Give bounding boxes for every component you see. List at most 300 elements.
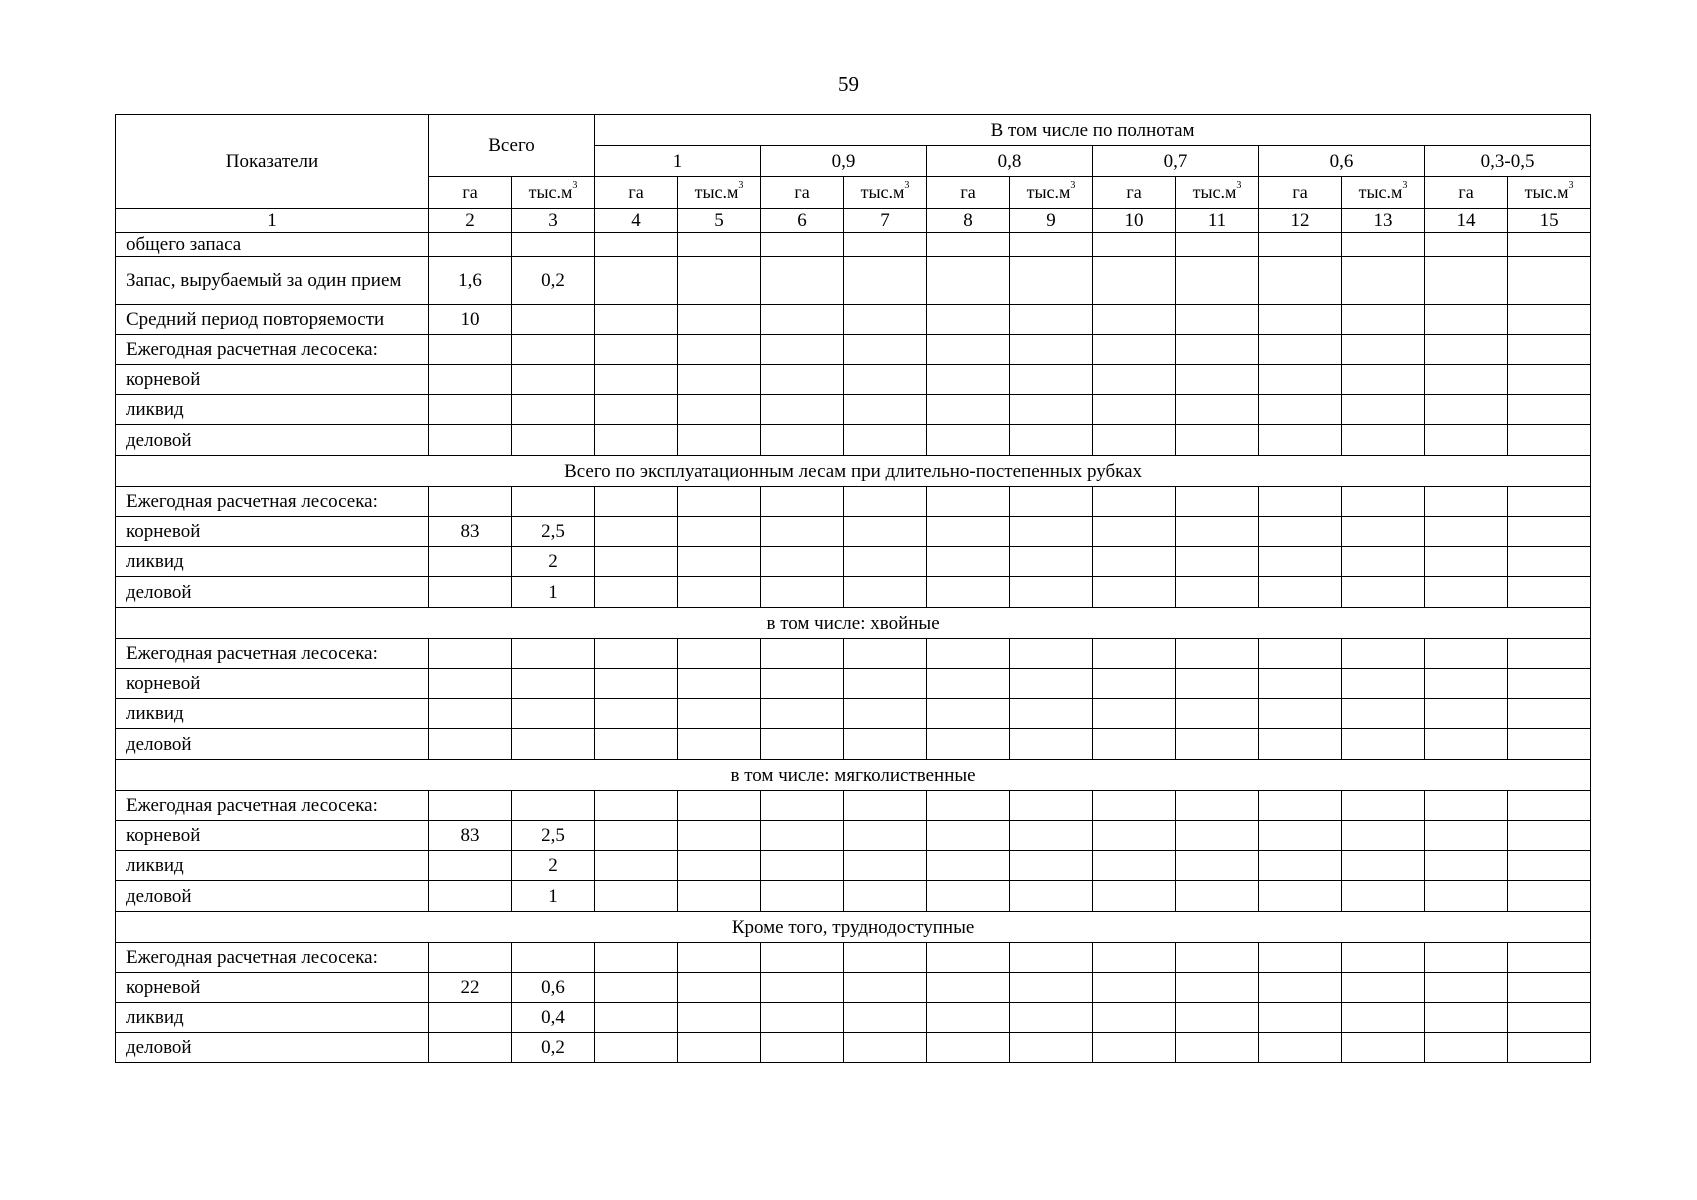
density-cell [595,257,678,305]
density-cell [1508,487,1591,517]
total-ha [429,943,512,973]
column-number: 7 [844,209,927,233]
density-cell [678,335,761,365]
density-cell [1259,881,1342,912]
table-row [116,547,1591,577]
density-cell [1010,1033,1093,1063]
column-number: 14 [1425,209,1508,233]
density-header-2: 0,8 [927,146,1093,177]
density-cell [1259,517,1342,547]
density-cell [1093,973,1176,1003]
unit-volume-text: тыс.м [1026,182,1071,202]
row-label: Средний период повторяемости [116,305,429,335]
column-number: 6 [761,209,844,233]
table-row [116,729,1591,760]
total-ha [429,1003,512,1033]
density-cell [844,791,927,821]
density-cell [927,639,1010,669]
density-header-0: 1 [595,146,761,177]
density-cell [678,973,761,1003]
total-ha: 1,6 [429,257,512,305]
density-cell [1342,517,1425,547]
density-cell [1176,257,1259,305]
total-ha [429,487,512,517]
density-cell [1342,425,1425,456]
density-cell [1010,851,1093,881]
density-cell [1425,547,1508,577]
density-cell [761,233,844,257]
total-volume [512,699,595,729]
table-row [116,335,1591,365]
density-cell [761,257,844,305]
density-cell [1093,821,1176,851]
table-row [116,973,1591,1003]
density-cell [1010,233,1093,257]
unit-volume-text: тыс.м [860,182,905,202]
density-cell [927,881,1010,912]
density-cell [595,577,678,608]
density-cell [1508,729,1591,760]
row-label: ликвид [116,547,429,577]
density-cell [1010,395,1093,425]
table-row [116,233,1591,257]
section-row [116,912,1591,943]
section-title: Всего по эксплуатационным лесам при длительно-постепенных рубках [116,456,1591,487]
density-cell [1010,821,1093,851]
total-ha: 22 [429,973,512,1003]
section-row [116,608,1591,639]
density-cell [1010,881,1093,912]
density-cell [1010,487,1093,517]
density-cell [1259,577,1342,608]
density-cell [595,365,678,395]
density-header-1: 0,9 [761,146,927,177]
unit-ha: га [1259,177,1342,209]
density-cell [1425,669,1508,699]
density-cell [844,547,927,577]
total-volume [512,639,595,669]
density-cell [1425,257,1508,305]
row-label: Ежегодная расчетная лесосека: [116,487,429,517]
column-number: 4 [595,209,678,233]
density-cell [1508,851,1591,881]
density-cell [1425,821,1508,851]
table-row [116,577,1591,608]
density-cell [1508,233,1591,257]
density-cell [1508,335,1591,365]
density-cell [761,973,844,1003]
density-cell [927,233,1010,257]
density-cell [595,729,678,760]
density-cell [761,881,844,912]
density-cell [844,1033,927,1063]
density-cell [844,233,927,257]
density-cell [1342,395,1425,425]
density-cell [678,881,761,912]
unit-volume-sup: 3 [1402,180,1408,191]
table-row [116,881,1591,912]
total-ha [429,335,512,365]
section-title: в том числе: мягколиственные [116,760,1591,791]
density-cell [1093,547,1176,577]
density-cell [927,257,1010,305]
density-cell [1425,487,1508,517]
density-cell [1093,943,1176,973]
density-cell [678,791,761,821]
density-cell [844,973,927,1003]
total-volume: 0,2 [512,1033,595,1063]
density-cell [1425,1033,1508,1063]
density-cell [927,791,1010,821]
density-cell [1508,365,1591,395]
row-label: ликвид [116,395,429,425]
density-cell [1093,881,1176,912]
density-cell [1093,257,1176,305]
density-cell [761,1003,844,1033]
density-cell [1342,547,1425,577]
density-cell [1342,943,1425,973]
density-cell [1259,1033,1342,1063]
total-ha: 83 [429,821,512,851]
column-number: 12 [1259,209,1342,233]
table-row [116,639,1591,669]
total-ha [429,669,512,699]
density-cell [1259,973,1342,1003]
density-cell [1342,699,1425,729]
density-cell [1259,699,1342,729]
forest-cutting-table [115,114,1591,1063]
density-cell [1093,791,1176,821]
density-cell [1508,973,1591,1003]
total-ha [429,1033,512,1063]
density-cell [844,821,927,851]
density-cell [1342,729,1425,760]
density-cell [1093,639,1176,669]
unit-volume-text: тыс.м [1192,182,1237,202]
row-label: корневой [116,365,429,395]
total-volume [512,305,595,335]
density-cell [1010,729,1093,760]
density-cell [1259,669,1342,699]
density-cell [1176,305,1259,335]
density-cell [1259,365,1342,395]
density-cell [1508,821,1591,851]
density-cell [678,233,761,257]
unit-volume-sup: 3 [738,180,744,191]
total-volume: 0,6 [512,973,595,1003]
table-row [116,305,1591,335]
density-cell [761,639,844,669]
density-cell [1508,425,1591,456]
density-cell [927,973,1010,1003]
table-row [116,517,1591,547]
unit-volume-sup: 3 [572,180,578,191]
density-cell [927,517,1010,547]
total-volume [512,943,595,973]
density-cell [844,395,927,425]
density-cell [1010,1003,1093,1033]
density-cell [1425,791,1508,821]
density-cell [1010,639,1093,669]
unit-volume-sup: 3 [1070,180,1076,191]
density-cell [1259,425,1342,456]
density-cell [1176,729,1259,760]
unit-volume-text: тыс.м [694,182,739,202]
density-cell [1093,425,1176,456]
density-cell [761,821,844,851]
density-cell [927,943,1010,973]
density-cell [1259,729,1342,760]
density-cell [1342,973,1425,1003]
column-number: 2 [429,209,512,233]
row-label: деловой [116,729,429,760]
density-cell [595,881,678,912]
table-row [116,425,1591,456]
density-cell [595,669,678,699]
column-number: 11 [1176,209,1259,233]
total-volume [512,729,595,760]
density-cell [678,305,761,335]
section-row [116,456,1591,487]
density-cell [761,365,844,395]
density-header-5: 0,3-0,5 [1425,146,1591,177]
total-ha [429,851,512,881]
table-row [116,943,1591,973]
density-cell [927,851,1010,881]
density-cell [1093,729,1176,760]
density-cell [761,425,844,456]
density-cell [1176,577,1259,608]
density-cell [1508,669,1591,699]
total-volume: 2 [512,547,595,577]
density-cell [1093,335,1176,365]
unit-volume-text: тыс.м [528,182,573,202]
row-label: деловой [116,1033,429,1063]
unit-volume-text: тыс.м [1358,182,1403,202]
density-cell [595,1033,678,1063]
density-cell [1176,943,1259,973]
density-cell [1010,335,1093,365]
density-cell [1425,1003,1508,1033]
unit-volume-text: тыс.м [1524,182,1569,202]
density-cell [678,1003,761,1033]
density-cell [761,943,844,973]
row-label: корневой [116,669,429,699]
section-title: Кроме того, труднодоступные [116,912,1591,943]
unit-ha: га [761,177,844,209]
density-cell [1259,639,1342,669]
table-row [116,257,1591,305]
row-label: ликвид [116,1003,429,1033]
table-row [116,1003,1591,1033]
density-cell [761,729,844,760]
table-row [116,669,1591,699]
row-label: Ежегодная расчетная лесосека: [116,639,429,669]
unit-ha: га [927,177,1010,209]
density-cell [1176,517,1259,547]
density-cell [1425,305,1508,335]
total-volume: 2 [512,851,595,881]
row-label: Запас, вырубаемый за один прием [116,257,429,305]
density-cell [1508,305,1591,335]
density-cell [1342,365,1425,395]
density-cell [927,365,1010,395]
unit-volume [1176,177,1259,209]
density-cell [678,257,761,305]
row-label: Ежегодная расчетная лесосека: [116,335,429,365]
density-cell [1010,943,1093,973]
density-cell [1508,943,1591,973]
density-cell [761,577,844,608]
density-cell [844,881,927,912]
density-cell [1259,821,1342,851]
density-cell [1093,517,1176,547]
table-row [116,699,1591,729]
total-ha [429,881,512,912]
total-ha [429,699,512,729]
density-cell [1259,791,1342,821]
density-cell [1342,851,1425,881]
density-cell [1425,233,1508,257]
density-cell [678,395,761,425]
density-cell [844,517,927,547]
density-cell [1342,821,1425,851]
density-cell [1176,395,1259,425]
total-ha: 83 [429,517,512,547]
density-cell [1425,425,1508,456]
density-cell [1342,1033,1425,1063]
table-row [116,487,1591,517]
unit-volume [1342,177,1425,209]
unit-volume-sup: 3 [904,180,910,191]
density-cell [844,1003,927,1033]
density-cell [1093,577,1176,608]
density-cell [927,487,1010,517]
density-cell [1093,699,1176,729]
total-ha [429,729,512,760]
row-label: корневой [116,517,429,547]
density-cell [678,699,761,729]
table-row [116,791,1591,821]
density-cell [1425,335,1508,365]
density-cell [1508,791,1591,821]
density-cell [761,791,844,821]
density-cell [678,639,761,669]
density-cell [844,365,927,395]
density-cell [1425,365,1508,395]
density-cell [1176,851,1259,881]
density-cell [1425,577,1508,608]
density-cell [595,699,678,729]
column-number: 5 [678,209,761,233]
total-volume: 2,5 [512,517,595,547]
density-cell [1010,699,1093,729]
density-cell [1176,487,1259,517]
density-cell [1342,577,1425,608]
density-cell [1342,305,1425,335]
density-cell [1010,791,1093,821]
unit-volume [1508,177,1591,209]
unit-volume [512,177,595,209]
density-cell [1176,425,1259,456]
total-ha [429,547,512,577]
total-volume [512,669,595,699]
table-row [116,365,1591,395]
page-number: 59 [838,72,859,96]
density-cell [1093,487,1176,517]
total-volume: 2,5 [512,821,595,851]
total-volume: 0,4 [512,1003,595,1033]
density-cell [1010,669,1093,699]
total-ha [429,365,512,395]
density-cell [595,487,678,517]
density-cell [595,943,678,973]
density-cell [844,257,927,305]
density-cell [1259,1003,1342,1033]
density-cell [678,517,761,547]
density-cell [595,335,678,365]
density-cell [595,973,678,1003]
column-number: 13 [1342,209,1425,233]
density-cell [761,699,844,729]
density-cell [595,517,678,547]
density-cell [1259,305,1342,335]
unit-volume [1010,177,1093,209]
density-cell [678,851,761,881]
density-cell [927,305,1010,335]
density-cell [844,729,927,760]
density-cell [595,395,678,425]
density-cell [678,547,761,577]
density-cell [595,547,678,577]
density-cell [1425,699,1508,729]
total-ha: 10 [429,305,512,335]
header-total: Всего [429,115,595,177]
section-title: в том числе: хвойные [116,608,1591,639]
density-cell [1342,669,1425,699]
density-cell [1176,791,1259,821]
density-cell [1508,517,1591,547]
density-cell [1342,335,1425,365]
density-cell [761,1033,844,1063]
density-cell [595,821,678,851]
density-cell [1176,547,1259,577]
density-cell [927,729,1010,760]
density-cell [1425,943,1508,973]
density-cell [1259,487,1342,517]
density-cell [761,517,844,547]
total-volume [512,791,595,821]
density-cell [927,547,1010,577]
density-cell [1508,639,1591,669]
row-label: ликвид [116,851,429,881]
density-cell [1425,729,1508,760]
density-cell [844,487,927,517]
table-row [116,1033,1591,1063]
density-cell [1176,881,1259,912]
unit-ha: га [429,177,512,209]
density-cell [1425,395,1508,425]
column-number: 3 [512,209,595,233]
density-cell [927,577,1010,608]
total-ha [429,233,512,257]
column-number: 8 [927,209,1010,233]
total-volume [512,425,595,456]
density-cell [1093,851,1176,881]
row-label: деловой [116,881,429,912]
total-ha [429,791,512,821]
density-cell [678,943,761,973]
